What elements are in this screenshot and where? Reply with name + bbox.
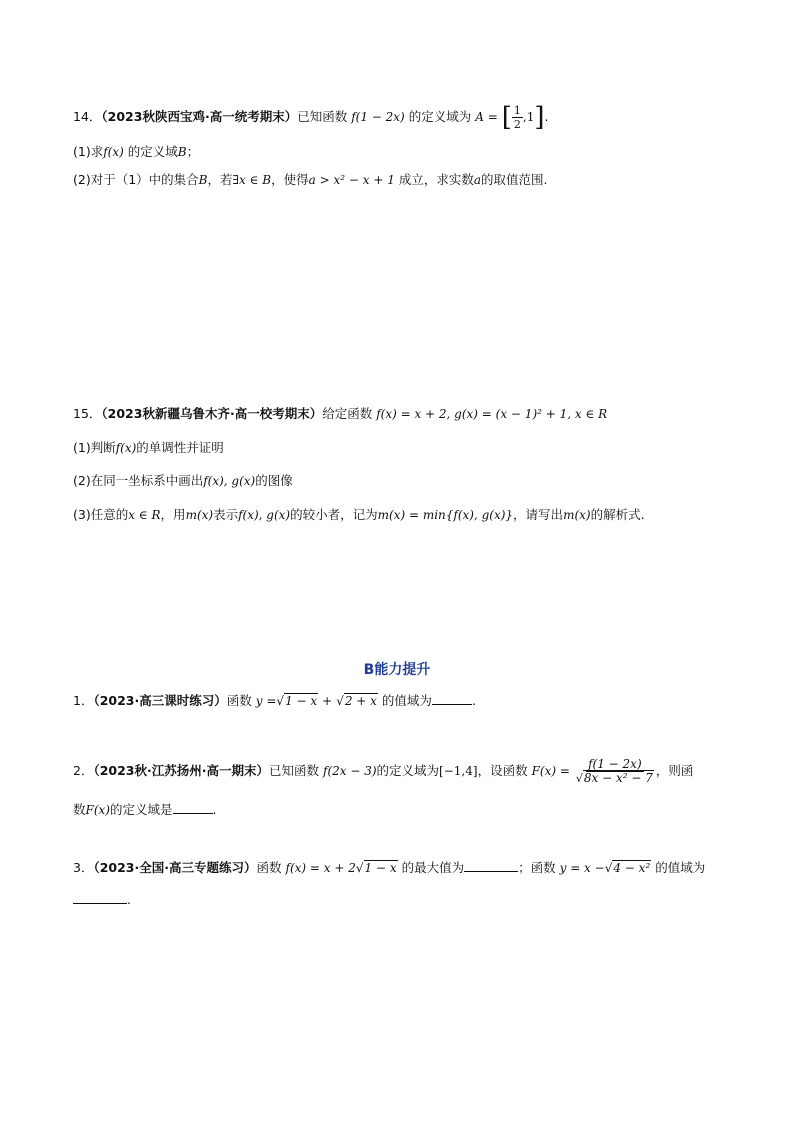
q15-part1: (1)判断f(x)的单调性并证明: [73, 440, 224, 455]
b1-source: （2023·高三课时练习）: [93, 693, 227, 708]
q14-part2: (2)对于（1）中的集合B，若∃x ∈ B，使得a > x² − x + 1 成立，求实数a的取值范围.: [73, 172, 548, 187]
q14-fraction: $\frac{1}{2}$: [513, 104, 521, 131]
b3-line2: .: [73, 890, 131, 910]
q14-bracket-left: [: [501, 102, 512, 133]
q15-source: （2023秋新疆乌鲁木齐·高一校考期末）: [101, 406, 323, 421]
q15-number: 15．: [73, 406, 102, 421]
b1-answer-blank[interactable]: [432, 691, 472, 705]
b3-source: （2023·全国·高三专题练习）: [93, 860, 257, 875]
b2-fraction: $\frac{f(1 - 2x)}{\text{√8x − x² − 7}}$: [575, 757, 653, 785]
q14-number: 14．: [73, 109, 102, 124]
b2-source: （2023秋·江苏扬州·高一期末）: [93, 763, 269, 778]
q14-bracket-right: ]: [534, 102, 545, 133]
b1-number: 1．: [73, 693, 94, 708]
q15-part2: (2)在同一坐标系中画出f(x), g(x)的图像: [73, 473, 293, 488]
q15-part3: (3)任意的x ∈ R，用m(x)表示f(x), g(x)的较小者，记为m(x) = min{f(x), g(x)}，请写出m(x)的解析式.: [73, 507, 645, 522]
b1-line: 1．（2023·高三课时练习）函数 y =√1 − x + √2 + x 的值域为 .: [73, 693, 476, 708]
q14-function: f(1 − 2x): [351, 110, 405, 124]
q15-expression: f(x) = x + 2, g(x) = (x − 1)² + 1, x ∈ R: [376, 407, 608, 421]
q14-source: （2023秋陕西宝鸡·高一统考期末）: [101, 109, 298, 124]
b3-line1: 3．（2023·全国·高三专题练习）函数 f(x) = x + 2√1 − x 的最大值为 ；函数 y = x −√4 − x² 的值域为: [73, 860, 706, 875]
q14-part1: (1)求f(x) 的定义域B；: [73, 144, 200, 159]
q14-line1: 14．（2023秋陕西宝鸡·高一统考期末）已知函数 f(1 − 2x) 的定义域为 A = [ $\frac{1}{2}$ ,1].: [73, 102, 549, 133]
b3-answer-blank-2[interactable]: [73, 890, 127, 904]
b2-number: 2．: [73, 763, 94, 778]
b2-line1: 2．（2023秋·江苏扬州·高一期末）已知函数 f(2x − 3)的定义域为[−1,4]，设函数 F(x) = $\frac{f(1 - 2x)}{\text{√8x − x² − 7}}$ ，则函: [73, 757, 694, 785]
b2-answer-blank[interactable]: [173, 800, 213, 814]
b3-number: 3．: [73, 860, 94, 875]
q15-line1: 15．（2023秋新疆乌鲁木齐·高一校考期末）给定函数 f(x) = x + 2, g(x) = (x − 1)² + 1, x ∈ R: [73, 406, 608, 421]
b2-line2: 数F(x)的定义域是 .: [73, 802, 217, 817]
section-title: B能力提升: [363, 662, 431, 678]
b3-answer-blank-1[interactable]: [464, 858, 518, 872]
